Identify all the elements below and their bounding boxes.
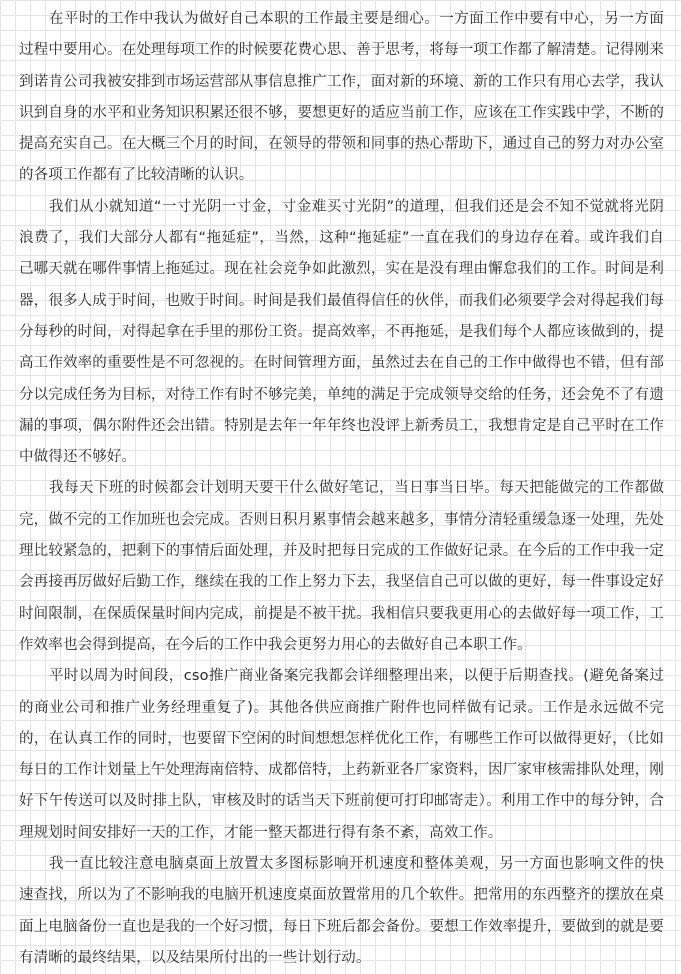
paragraph-1: 在平时的工作中我认为做好自己本职的工作最主要是细心。一方面工作中要有中心，另一方面过程中要用心。在处理每项工作的时候要花费心思、善于思考，将每一项工作都了解清楚。记得刚来到诺肯公司我被安排到市场运营部从事信息推广工作，面对新的环境、新的工作只有用心去学，我认识到自身的水平和业务知识积累还很不够，要想更好的适应当前工作，应该在工作实践中学，不断的提高充实自己。在大概三个月的时间，在领导的带领和同事的热心帮助下，通过自己的努力对办公室的各项工作都有了比较清晰的认识。	[19, 11, 664, 184]
paragraph-5: 我一直比较注意电脑桌面上放置太多图标影响开机速度和整体美观，另一方面也影响文件的快速查找，所以为了不影响我的电脑开机速度桌面放置常用的几个软件。把常用的东西整齐的摆放在桌面上电脑备份一直也是我的一个好习惯，每日下班后都会备份。要想工作效率提升，要做到的就是要有清晰的最终结果，以及结果所付出的一些计划行动。	[19, 856, 664, 966]
document-body	[19, 4, 664, 974]
paragraph-2: 我们从小就知道“一寸光阴一寸金，寸金难买寸光阴”的道理，但我们还是会不知不觉就将光阴浪费了，我们大部分人都有“拖延症”，当然，这种“拖延症”一直在我们的身边存在着。或许我们自己哪天就在哪件事情上拖延过。现在社会竞争如此激烈，实在是没有理由懈怠我们的工作。时间是利器，很多人成于时间，也败于时间。时间是我们最值得信任的伙伴，而我们必须要学会对得起我们每分每秒的时间，对得起拿在手里的那份工资。提高效率，不再拖延，是我们每个人都应该做到的，提高工作效率的重要性是不可忽视的。在时间管理方面，虽然过去在自己的工作中做得也不错，但有部分以完成任务为目标，对待工作有时不够完美，单纯的满足于完成领导交给的任务，还会免不了有遗漏的事项，偶尔附件还会出错。特别是去年一年年终也没评上新秀员工，我想肯定是自己平时在工作中做得还不够好。	[19, 198, 664, 466]
paragraph-3: 我每天下班的时候都会计划明天要干什么做好笔记，当日事当日毕。每天把能做完的工作都做完，做不完的工作加班也会完成。否则日积月累事情会越来越多，事情分清轻重缓急逐一处理，先处理比较紧急的，把剩下的事情后面处理，并及时把每日完成的工作做好记录。在今后的工作中我一定会再接再厉做好后勤工作，继续在我的工作上努力下去，我坚信自己可以做的更好，每一件事设定好时间限制，在保质保量时间内完成，前提是不被干扰。我相信只要我更用心的去做好每一项工作，工作效率也会得到提高，在今后的工作中我会更努力用心的去做好自己本职工作。	[19, 480, 664, 653]
paragraph-4: 平时以周为时间段，cso推广商业备案完我都会详细整理出来，以便于后期查找。(避免备案过的商业公司和推广业务经理重复了)。其他各供应商推广附件也同样做有记录。工作是永远做不完的，在认真工作的同时，也要留下空闲的时间想想怎样优化工作，有哪些工作可以做得更好，（比如每日的工作计划量上午处理海南倍特、成都倍特，上药新亚各厂家资料，因厂家审核需排队处理，刚好下午传送可以及时排上队，审核及时的话当天下班前便可打印邮寄走）。利用工作中的每分钟，合理规划时间安排好一天的工作，才能一整天都进行得有条不紊，高效工作。	[19, 668, 664, 841]
